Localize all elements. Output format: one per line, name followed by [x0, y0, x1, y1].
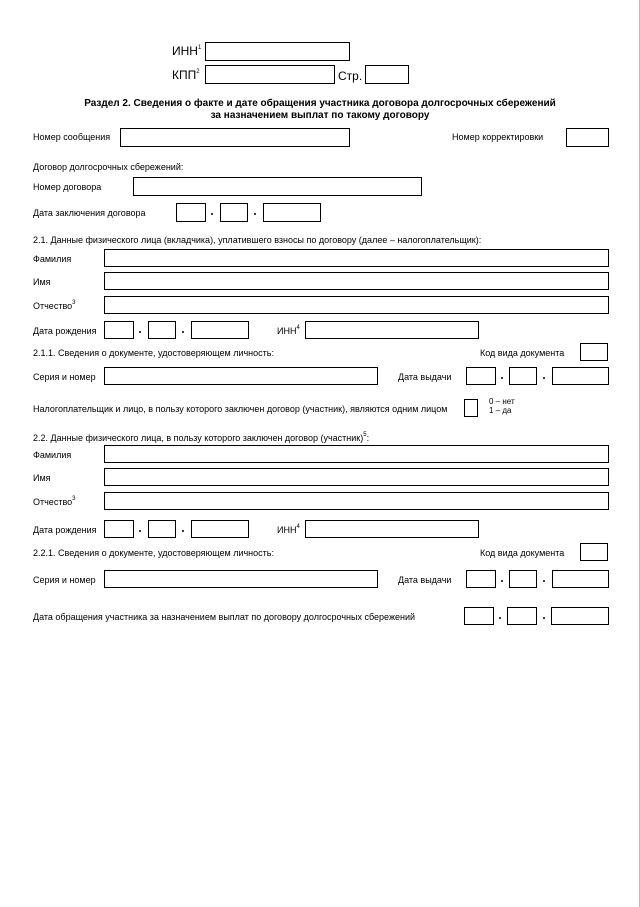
participant-surname-label: Фамилия — [33, 450, 72, 460]
same-person-field[interactable] — [464, 399, 478, 417]
date-separator — [501, 580, 503, 582]
page-field[interactable] — [365, 65, 409, 84]
date-separator — [501, 377, 503, 379]
participant-doc-code-field[interactable] — [580, 543, 608, 561]
participant-patronymic-label: Отчество$^3$ — [33, 496, 76, 507]
participant-issue-year[interactable] — [552, 570, 609, 588]
appeal-date-day[interactable] — [464, 607, 494, 625]
depositor-patronymic-field[interactable] — [104, 296, 609, 314]
depositor-series-field[interactable] — [104, 367, 378, 385]
section-title-line1: Раздел 2. Сведения о факте и дате обращения участника договора долгосрочных сбережений — [84, 98, 556, 109]
participant-doc-heading: 2.2.1. Сведения о документе, удостоверяющем личность: — [33, 548, 274, 558]
depositor-surname-label: Фамилия — [33, 254, 72, 264]
date-separator — [499, 617, 501, 619]
contract-number-field[interactable] — [133, 177, 422, 196]
option-no: 0 – нет — [489, 397, 515, 406]
appeal-date-year[interactable] — [551, 607, 609, 625]
page-label: Стр. — [338, 69, 363, 83]
date-separator — [543, 377, 545, 379]
depositor-issue-month[interactable] — [509, 367, 537, 385]
participant-series-field[interactable] — [104, 570, 378, 588]
date-separator — [254, 213, 256, 215]
participant-name-field[interactable] — [104, 468, 609, 486]
date-separator — [139, 530, 141, 532]
date-separator — [211, 213, 213, 215]
message-number-label: Номер сообщения — [33, 132, 111, 142]
same-person-label: Налогоплательщик и лицо, в пользу которого заключен договор (участник), являются одним лицом — [33, 404, 448, 414]
contract-heading: Договор долгосрочных сбережений: — [33, 162, 184, 172]
participant-heading: 2.2. Данные физического лица, в пользу которого заключен договор (участник)$^5$: — [33, 432, 370, 443]
depositor-patronymic-label: Отчество$^3$ — [33, 300, 76, 311]
depositor-issue-day[interactable] — [466, 367, 496, 385]
contract-number-label: Номер договора — [33, 182, 102, 192]
participant-series-label: Серия и номер — [33, 575, 96, 585]
participant-inn-field[interactable] — [305, 520, 479, 538]
participant-issue-day[interactable] — [466, 570, 496, 588]
date-separator — [139, 331, 141, 333]
participant-birth-label: Дата рождения — [33, 525, 97, 535]
depositor-birth-month[interactable] — [148, 321, 176, 339]
date-separator — [543, 580, 545, 582]
depositor-inn-label: ИНН$^4$ — [277, 325, 300, 336]
section-title-line2: за назначением выплат по такому договору — [210, 110, 430, 121]
appeal-date-month[interactable] — [507, 607, 537, 625]
depositor-birth-label: Дата рождения — [33, 326, 97, 336]
participant-patronymic-field[interactable] — [104, 492, 609, 510]
date-separator — [182, 331, 184, 333]
depositor-series-label: Серия и номер — [33, 372, 96, 382]
option-yes: 1 – да — [489, 406, 512, 415]
contract-date-label: Дата заключения договора — [33, 208, 146, 218]
correction-number-field[interactable] — [566, 128, 609, 147]
depositor-doc-heading: 2.1.1. Сведения о документе, удостоверяющем личность: — [33, 348, 274, 358]
kpp-label: КПП$^2$ — [172, 68, 200, 82]
depositor-surname-field[interactable] — [104, 249, 609, 267]
contract-date-day[interactable] — [176, 203, 206, 222]
depositor-birth-day[interactable] — [104, 321, 134, 339]
participant-surname-field[interactable] — [104, 445, 609, 463]
participant-issue-label: Дата выдачи — [398, 575, 452, 585]
participant-inn-label: ИНН$^4$ — [277, 524, 300, 535]
depositor-name-field[interactable] — [104, 272, 609, 290]
inn-label: ИНН$^1$ — [172, 44, 202, 58]
message-number-field[interactable] — [120, 128, 350, 147]
participant-birth-month[interactable] — [148, 520, 176, 538]
date-separator — [543, 617, 545, 619]
depositor-birth-year[interactable] — [191, 321, 249, 339]
inn-field[interactable] — [205, 42, 350, 61]
depositor-name-label: Имя — [33, 277, 51, 287]
kpp-field[interactable] — [205, 65, 335, 84]
depositor-doc-code-label: Код вида документа — [480, 348, 565, 358]
depositor-issue-label: Дата выдачи — [398, 372, 452, 382]
depositor-inn-field[interactable] — [305, 321, 479, 339]
date-separator — [182, 530, 184, 532]
depositor-doc-code-field[interactable] — [580, 343, 608, 361]
correction-number-label: Номер корректировки — [452, 132, 544, 142]
participant-issue-month[interactable] — [509, 570, 537, 588]
participant-doc-code-label: Код вида документа — [480, 548, 565, 558]
participant-name-label: Имя — [33, 473, 51, 483]
appeal-date-label: Дата обращения участника за назначением выплат по договору долгосрочных сбережений — [33, 612, 416, 622]
contract-date-year[interactable] — [263, 203, 321, 222]
contract-date-month[interactable] — [220, 203, 248, 222]
depositor-heading: 2.1. Данные физического лица (вкладчика), уплатившего взносы по договору (далее – налогоплательщик): — [33, 235, 482, 245]
participant-birth-day[interactable] — [104, 520, 134, 538]
participant-birth-year[interactable] — [191, 520, 249, 538]
depositor-issue-year[interactable] — [552, 367, 609, 385]
